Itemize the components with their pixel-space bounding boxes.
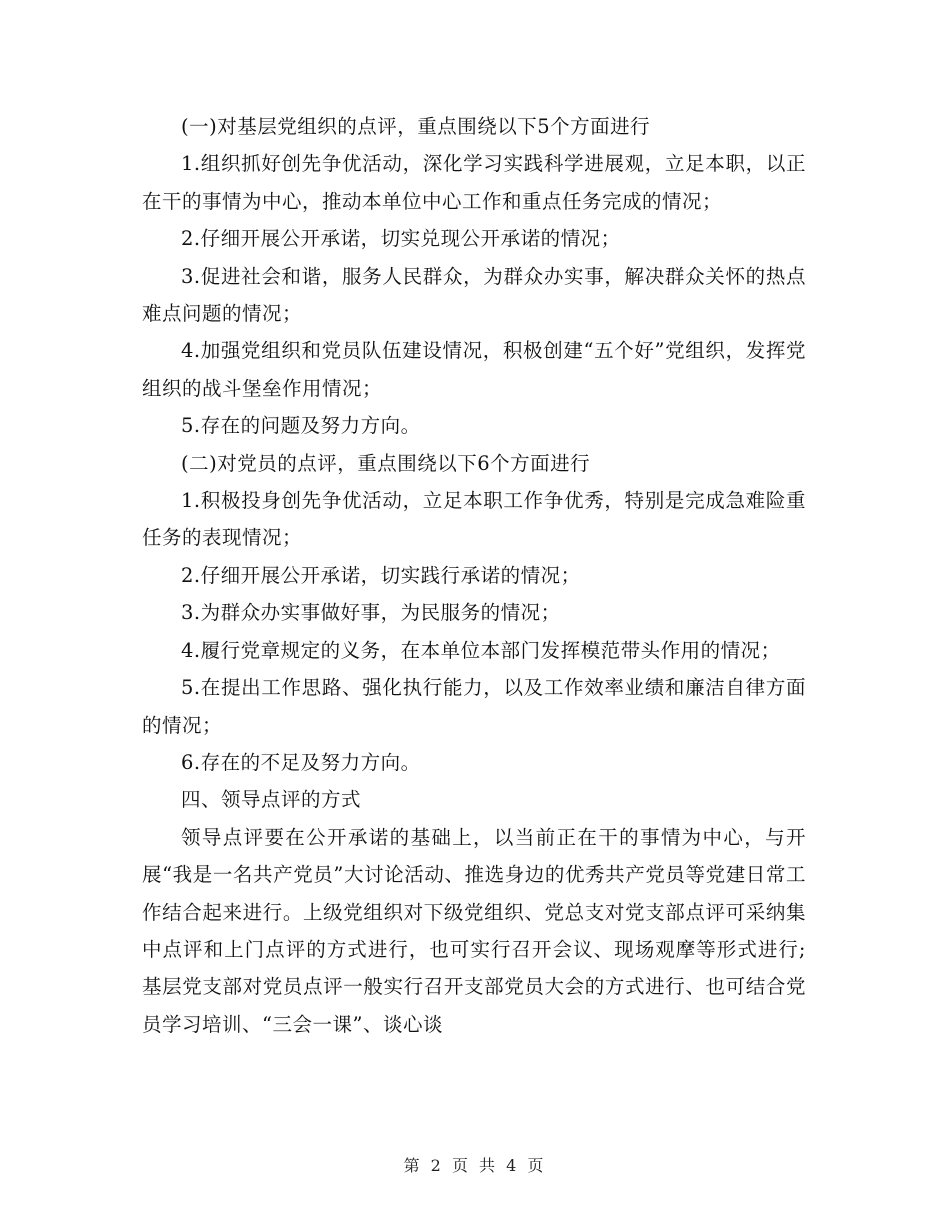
list-item: 6.存在的不足及努力方向。 — [181, 750, 421, 774]
list-item: 4.加强党组织和党员队伍建设情况，积极创建“五个好”党组织，发挥党组织的战斗堡垒作用情况； — [142, 339, 806, 400]
list-item: 2.仔细开展公开承诺，切实兑现公开承诺的情况； — [181, 227, 621, 251]
list-item: 1.积极投身创先争优活动，立足本职工作争优秀，特别是完成急难险重任务的表现情况； — [142, 489, 806, 550]
list-item: 1.组织抓好创先争优活动，深化学习实践科学进展观，立足本职，以正在干的事情为中心，推动本单位中心工作和重点任务完成的情况； — [142, 152, 806, 213]
list-item: 4.履行党章规定的义务，在本单位本部门发挥模范带头作用的情况； — [181, 638, 781, 662]
list-item: 3.为群众办实事做好事，为民服务的情况； — [181, 601, 561, 625]
page-footer: 第 2 页 共 4 页 — [403, 1156, 547, 1175]
body-paragraph: 领导点评要在公开承诺的基础上，以当前正在干的事情为中心，与开展“我是一名共产党员”大讨论活动、推选身边的优秀共产党员等党建日常工作结合起来进行。上级党组织对下级党组织、党总支对党支部点评可采纳集中点评和上门点评的方式进行，也可实行召开会议、现场观摩等形式进行;基层党支部对党员点评一般实行召开支部党员大会的方式进行、也可结合党员学习培训、“三会一课”、谈心谈 — [142, 825, 806, 1036]
list-item: 2.仔细开展公开承诺，切实践行承诺的情况； — [181, 563, 581, 587]
section-heading-party-members: (二)对党员的点评，重点围绕以下6个方面进行 — [181, 451, 591, 475]
section-heading-party-organizations: (一)对基层党组织的点评，重点围绕以下5个方面进行 — [181, 115, 651, 138]
section-heading-review-methods: 四、领导点评的方式 — [181, 788, 362, 812]
list-item: 5.在提出工作思路、强化执行能力，以及工作效率业绩和廉洁自律方面的情况； — [142, 676, 806, 737]
list-item: 3.促进社会和谐，服务人民群众，为群众办实事，解决群众关怀的热点难点问题的情况； — [142, 264, 806, 326]
document-body — [142, 108, 806, 1043]
list-item: 5.存在的问题及努力方向。 — [181, 414, 421, 438]
